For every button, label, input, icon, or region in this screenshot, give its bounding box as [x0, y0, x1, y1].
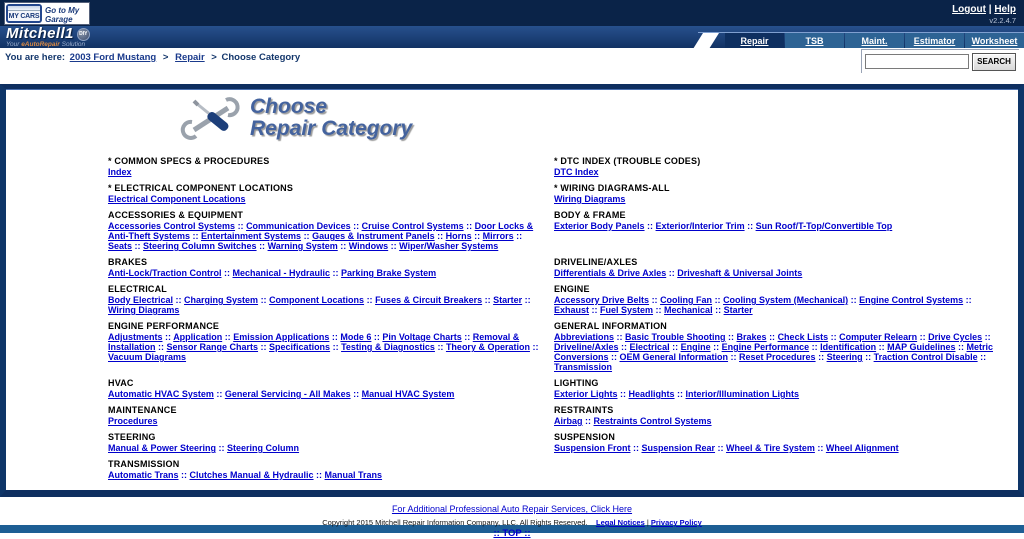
logo-text: Mitchell1 — [6, 25, 74, 42]
category-link[interactable]: Wheel & Tire System — [726, 443, 815, 453]
category-link[interactable]: Door Locks & Anti-Theft Systems — [108, 221, 534, 241]
link-separator: :: — [178, 470, 190, 480]
content-panel — [0, 84, 1024, 497]
breadcrumb-current: Choose Category — [221, 52, 301, 63]
category-heading: SUSPENSION — [554, 432, 616, 442]
link-separator: :: — [388, 241, 400, 251]
category-links — [554, 389, 994, 399]
category-links — [554, 416, 994, 426]
link-separator: :: — [669, 342, 681, 352]
category-link[interactable]: Horns — [445, 231, 472, 241]
breadcrumb-repair-link[interactable]: Repair — [175, 52, 205, 63]
link-separator: :: — [848, 295, 860, 305]
category-link[interactable]: Pin Voltage Charts — [382, 332, 462, 342]
go-to-my-garage-button[interactable] — [4, 2, 90, 25]
category-link[interactable]: Wiper/Washer Systems — [399, 241, 499, 251]
link-separator: :: — [649, 295, 661, 305]
category-section — [108, 459, 548, 486]
category-link[interactable]: Charging System — [184, 295, 259, 305]
category-heading: MAINTENANCE — [108, 405, 177, 415]
category-links — [108, 295, 548, 315]
link-separator: :: — [963, 295, 972, 305]
category-section — [108, 378, 548, 405]
link-separator: :: — [876, 342, 888, 352]
link-separator: :: — [728, 352, 740, 362]
my-cars-label: MY CARS — [8, 12, 40, 20]
search-input[interactable] — [865, 54, 969, 69]
category-section — [554, 321, 994, 378]
category-heading: * COMMON SPECS & PROCEDURES — [108, 156, 270, 166]
category-link[interactable]: Theory & Operation — [445, 342, 530, 352]
category-link[interactable]: Communication Devices — [246, 221, 351, 231]
category-link[interactable]: Electrical — [629, 342, 670, 352]
category-link[interactable]: Specifications — [269, 342, 331, 352]
link-separator: :: — [529, 342, 539, 352]
link-separator: :: — [330, 268, 342, 278]
link-separator: :: — [666, 268, 678, 278]
link-separator: :: — [982, 332, 991, 342]
category-link[interactable]: Accessory Drive Belts — [554, 295, 650, 305]
link-separator: :: — [216, 443, 228, 453]
link-separator: :: — [482, 295, 494, 305]
category-links — [108, 389, 548, 399]
category-link[interactable]: Sensor Range Charts — [166, 342, 259, 352]
category-link[interactable]: Cruise Control Systems — [361, 221, 464, 231]
logo-bar — [0, 26, 1024, 48]
link-separator: :: — [766, 332, 778, 342]
link-separator: :: — [350, 389, 362, 399]
category-heading: * DTC INDEX (TROUBLE CODES) — [554, 156, 701, 166]
link-separator: :: — [712, 305, 724, 315]
mitchell1-logo — [6, 27, 90, 48]
category-heading: * ELECTRICAL COMPONENT LOCATIONS — [108, 183, 294, 193]
link-separator: :: — [301, 231, 313, 241]
link-separator: :: — [917, 332, 929, 342]
link-separator: :: — [162, 332, 174, 342]
link-separator: :: — [715, 443, 727, 453]
link-separator: :: — [809, 342, 821, 352]
category-grid — [108, 156, 1018, 486]
category-link[interactable]: Cooling Fan — [660, 295, 713, 305]
category-link[interactable]: Procedures — [108, 416, 158, 426]
category-link[interactable]: Vacuum Diagrams — [108, 352, 187, 362]
tab-tsb[interactable]: TSB — [785, 33, 844, 48]
top-bar — [0, 0, 1024, 26]
page-title-block — [182, 96, 1018, 144]
category-link[interactable]: Manual Trans — [324, 470, 383, 480]
category-links — [108, 221, 548, 251]
link-separator: :: — [614, 332, 626, 342]
link-separator: :: — [213, 389, 225, 399]
category-link[interactable]: Suspension Front — [554, 443, 631, 453]
category-link[interactable]: MAP Guidelines — [887, 342, 956, 352]
category-link[interactable]: Brakes — [736, 332, 767, 342]
category-link[interactable]: Check Lists — [777, 332, 829, 342]
category-section — [108, 210, 548, 257]
category-link[interactable]: Component Locations — [269, 295, 365, 305]
category-link[interactable]: Accessories Control Systems — [108, 221, 236, 231]
link-separator: :: — [461, 332, 473, 342]
category-link[interactable]: Fuel System — [600, 305, 654, 315]
link-separator: :: — [256, 241, 268, 251]
category-links — [554, 221, 994, 231]
category-link[interactable]: Starter — [723, 305, 753, 315]
category-links — [554, 295, 994, 315]
category-section — [554, 183, 994, 210]
breadcrumb — [5, 52, 300, 63]
category-link[interactable]: Engine — [680, 342, 711, 352]
link-separator: :: — [712, 295, 724, 305]
category-links — [108, 416, 548, 426]
page-title: Choose Repair Category — [250, 95, 413, 140]
category-link[interactable]: Exhaust — [554, 305, 590, 315]
link-separator: :: — [617, 389, 629, 399]
category-link[interactable]: Engine Performance — [721, 342, 810, 352]
link-separator: :: — [371, 332, 383, 342]
link-separator: :: — [155, 342, 167, 352]
category-link[interactable]: Steering Column — [227, 443, 300, 453]
category-heading: STEERING — [108, 432, 156, 442]
category-section — [554, 210, 994, 257]
category-section — [554, 432, 994, 459]
category-heading: * WIRING DIAGRAMS-ALL — [554, 183, 670, 193]
category-section — [554, 284, 994, 321]
category-link[interactable]: Warning System — [267, 241, 338, 251]
category-links — [108, 470, 548, 480]
category-heading: BODY & FRAME — [554, 210, 626, 220]
category-link[interactable]: Cooling System (Mechanical) — [723, 295, 849, 305]
category-link[interactable]: Traction Control Disable — [873, 352, 978, 362]
footer-pipe: | — [646, 518, 649, 527]
category-link[interactable]: Interior/Illumination Lights — [685, 389, 800, 399]
category-section — [108, 432, 548, 459]
link-separator: :: — [522, 295, 531, 305]
link-separator: :: — [630, 443, 642, 453]
category-link[interactable]: Suspension Rear — [641, 443, 716, 453]
category-link[interactable]: Body Electrical — [108, 295, 174, 305]
link-separator: :: — [744, 221, 756, 231]
privacy-policy-link[interactable]: Privacy Policy — [650, 518, 702, 527]
category-link[interactable]: Identification — [820, 342, 877, 352]
link-separator: :: — [364, 295, 376, 305]
category-link[interactable]: Mirrors — [482, 231, 514, 241]
category-heading: HVAC — [108, 378, 134, 388]
category-section — [108, 321, 548, 378]
my-cars-plate-icon — [6, 4, 42, 23]
category-links — [108, 194, 548, 204]
link-separator: :: — [330, 342, 342, 352]
category-link[interactable]: General Servicing - All Makes — [224, 389, 351, 399]
category-link[interactable]: Driveshaft & Universal Joints — [677, 268, 803, 278]
category-link[interactable]: Gauges & Instrument Panels — [312, 231, 435, 241]
category-link[interactable]: Computer Relearn — [839, 332, 918, 342]
category-link[interactable]: Headlights — [628, 389, 675, 399]
version-label: v2.2.4.7 — [989, 16, 1016, 25]
category-link[interactable]: Index — [108, 167, 132, 177]
category-link[interactable]: Wheel Alignment — [825, 443, 899, 453]
link-separator: :: — [814, 443, 826, 453]
category-heading: DRIVELINE/AXLES — [554, 257, 638, 267]
link-separator: :: — [582, 416, 594, 426]
link-separator: :: — [258, 342, 270, 352]
category-section — [108, 156, 548, 183]
category-heading: LIGHTING — [554, 378, 599, 388]
link-separator: :: — [434, 342, 446, 352]
category-link[interactable]: Automatic Trans — [108, 470, 179, 480]
category-link[interactable]: Transmission — [554, 362, 613, 372]
top-link[interactable]: :: TOP :: — [493, 528, 531, 539]
link-separator: :: — [513, 231, 523, 241]
category-heading: ENGINE PERFORMANCE — [108, 321, 220, 331]
category-link[interactable]: Wiring Diagrams — [554, 194, 626, 204]
category-heading: ELECTRICAL — [108, 284, 167, 294]
tab-worksheet[interactable]: Worksheet — [965, 33, 1024, 48]
legal-notices-link[interactable]: Legal Notices — [595, 518, 645, 527]
help-link[interactable]: Help — [994, 4, 1016, 15]
category-section — [108, 284, 548, 321]
link-separator: :: — [725, 332, 737, 342]
search-box — [861, 49, 1019, 73]
category-link[interactable]: Entertainment Systems — [201, 231, 302, 241]
tab-diagonal-decoration — [693, 33, 719, 49]
category-heading: ENGINE — [554, 284, 590, 294]
link-separator: :: — [710, 342, 722, 352]
diy-badge-icon: DIY — [77, 28, 90, 41]
category-section — [108, 257, 548, 284]
topbar-pipe: | — [988, 4, 992, 15]
category-link[interactable]: Engine Control Systems — [859, 295, 964, 305]
category-link[interactable]: Testing & Diagnostics — [341, 342, 435, 352]
garage-button-label: Go to My Garage — [45, 6, 80, 24]
link-separator: :: — [471, 231, 483, 241]
category-link[interactable]: Airbag — [554, 416, 583, 426]
category-link[interactable]: Restraints Control Systems — [593, 416, 712, 426]
link-separator: :: — [132, 241, 144, 251]
category-links — [554, 268, 994, 278]
category-link[interactable]: Clutches Manual & Hydraulic — [189, 470, 314, 480]
category-links — [108, 268, 548, 278]
link-separator: :: — [653, 305, 665, 315]
link-separator: :: — [608, 352, 620, 362]
link-separator: :: — [258, 295, 270, 305]
tab-repair[interactable]: Repair — [725, 33, 784, 48]
category-link[interactable]: Adjustments — [108, 332, 163, 342]
category-section — [554, 378, 994, 405]
link-separator: :: — [977, 352, 987, 362]
category-link[interactable]: Application — [173, 332, 223, 342]
category-link[interactable]: Removal & Installation — [108, 332, 520, 352]
category-heading: GENERAL INFORMATION — [554, 321, 667, 331]
category-link[interactable]: Steering — [826, 352, 863, 362]
breadcrumb-separator: > — [211, 52, 217, 63]
category-link[interactable]: Starter — [493, 295, 523, 305]
link-separator: :: — [173, 295, 185, 305]
breadcrumb-label: You are here: — [5, 52, 66, 63]
category-section — [554, 156, 994, 183]
link-separator: :: — [235, 221, 247, 231]
category-link[interactable]: OEM General Information — [619, 352, 729, 362]
category-link[interactable]: Manual HVAC System — [361, 389, 455, 399]
category-section — [554, 257, 994, 284]
category-link[interactable]: Manual & Power Steering — [108, 443, 217, 453]
category-heading: RESTRAINTS — [554, 405, 614, 415]
category-link[interactable]: Automatic HVAC System — [108, 389, 214, 399]
category-link[interactable]: DTC Index — [554, 167, 599, 177]
footer-services-link[interactable]: For Additional Professional Auto Repair Services, Click Here — [391, 504, 633, 514]
link-separator: :: — [222, 332, 234, 342]
category-section — [108, 183, 548, 210]
link-separator: :: — [955, 342, 967, 352]
link-separator: :: — [350, 221, 362, 231]
link-separator: :: — [434, 231, 446, 241]
link-separator: :: — [644, 221, 656, 231]
link-separator: :: — [337, 241, 349, 251]
category-link[interactable]: Fuses & Circuit Breakers — [375, 295, 483, 305]
category-link[interactable]: Windows — [348, 241, 389, 251]
category-link[interactable]: Mechanical - Hydraulic — [232, 268, 331, 278]
category-link[interactable]: Seats — [108, 241, 133, 251]
link-separator: :: — [862, 352, 874, 362]
category-link[interactable]: Mechanical — [664, 305, 713, 315]
category-link[interactable]: Metric Conversions — [554, 342, 993, 362]
copyright-text: Copyright 2015 Mitchell Repair Information Company, LLC. All Rights Reserved. — [322, 518, 588, 527]
search-button[interactable]: SEARCH — [972, 53, 1016, 71]
tab-maint[interactable]: Maint. — [845, 33, 904, 48]
tab-bar — [698, 32, 1024, 48]
category-section — [108, 405, 548, 432]
category-link[interactable]: Mode 6 — [340, 332, 372, 342]
top-bar-right — [952, 4, 1016, 25]
category-links — [554, 167, 994, 177]
link-separator: :: — [589, 305, 601, 315]
category-link[interactable]: Driveline/Axles — [554, 342, 619, 352]
category-links — [108, 332, 548, 362]
category-section — [554, 405, 994, 432]
repair-tools-icon — [182, 96, 240, 140]
link-separator: :: — [618, 342, 630, 352]
breadcrumb-vehicle-link[interactable]: 2003 Ford Mustang — [69, 52, 157, 63]
category-links — [554, 332, 994, 372]
link-separator: :: — [190, 231, 202, 241]
category-link[interactable]: Exterior/Interior Trim — [655, 221, 745, 231]
category-heading: TRANSMISSION — [108, 459, 180, 469]
category-link[interactable]: Parking Brake System — [341, 268, 437, 278]
category-heading: ACCESSORIES & EQUIPMENT — [108, 210, 244, 220]
category-section — [554, 459, 994, 486]
link-separator: :: — [463, 221, 475, 231]
breadcrumb-separator: > — [162, 52, 169, 63]
link-separator: :: — [329, 332, 341, 342]
logout-link[interactable]: Logout — [952, 4, 986, 15]
category-link[interactable]: Steering Column Switches — [143, 241, 257, 251]
tab-estimator[interactable]: Estimator — [905, 33, 964, 48]
category-link[interactable]: Sun Roof/T-Top/Convertible Top — [755, 221, 893, 231]
category-link[interactable]: Abbreviations — [554, 332, 615, 342]
link-separator: :: — [815, 352, 827, 362]
category-link[interactable]: Electrical Component Locations — [108, 194, 246, 204]
category-link[interactable]: Exterior Body Panels — [554, 221, 645, 231]
category-link[interactable]: Exterior Lights — [554, 389, 618, 399]
category-link[interactable]: Basic Trouble Shooting — [625, 332, 726, 342]
category-link[interactable]: Reset Procedures — [739, 352, 816, 362]
link-separator: :: — [828, 332, 840, 342]
category-links — [554, 443, 994, 453]
category-link[interactable]: Differentials & Drive Axles — [554, 268, 667, 278]
category-link[interactable]: Drive Cycles — [928, 332, 983, 342]
link-separator: :: — [674, 389, 686, 399]
category-link[interactable]: Anti-Lock/Traction Control — [108, 268, 222, 278]
category-link[interactable]: Wiring Diagrams — [108, 305, 180, 315]
link-separator: :: — [221, 268, 233, 278]
category-heading: BRAKES — [108, 257, 148, 267]
footer — [0, 497, 1024, 539]
category-links — [554, 194, 994, 204]
category-link[interactable]: Emission Applications — [233, 332, 330, 342]
link-separator: :: — [313, 470, 325, 480]
category-links — [108, 443, 548, 453]
breadcrumb-row — [0, 48, 1024, 84]
logo-tagline: Your eAutoRepair Solution — [6, 41, 86, 48]
category-links — [108, 167, 548, 177]
